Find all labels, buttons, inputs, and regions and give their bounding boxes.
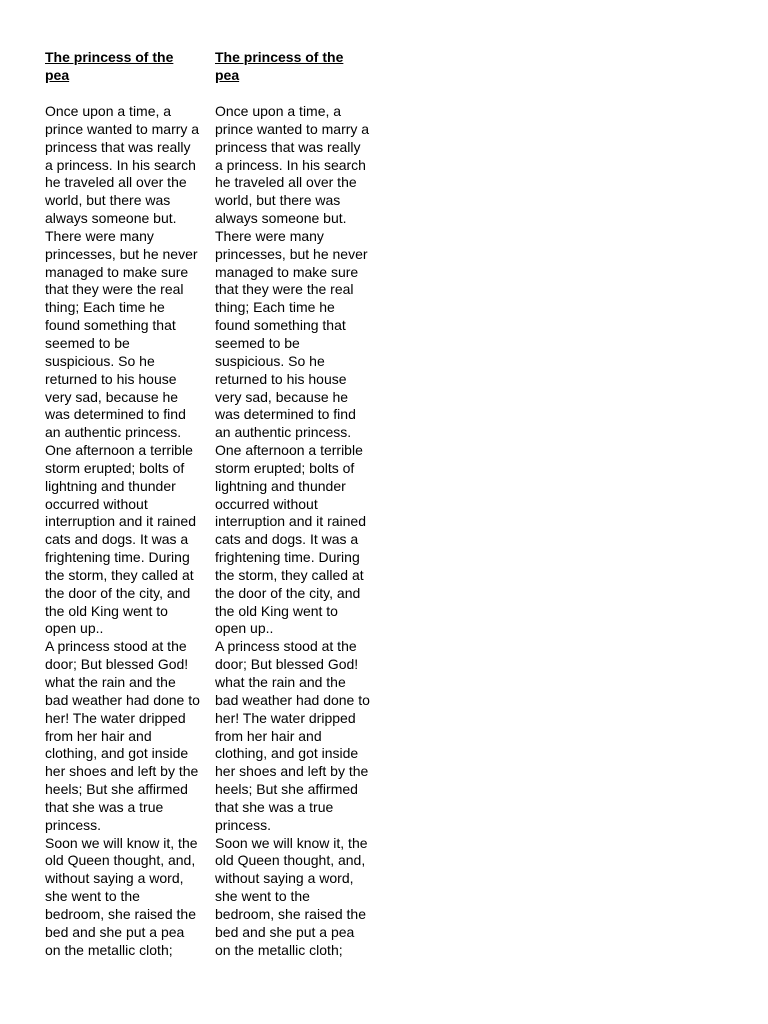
paragraph: Soon we will know it, the old Queen thought, and, without saying a word, she went to the bedroom, she raised the bed and she put a pea on the metallic cloth; (215, 834, 368, 958)
paragraph: A princess stood at the door; But blessed God! what the rain and the bad weather had done to her! The water dripped from her hair and clothing, and got inside her shoes and left by the heels; But she affirmed that she was a true princess. (215, 638, 370, 833)
story-title: The princess of the pea (45, 49, 174, 83)
paragraph: Once upon a time, a prince wanted to marry a princess that was really a princess. In his search he traveled all over the world, but there was always someone but. There were many princesses, but he never managed to make sure that they were the real thing; Each time he found something that seemed to be suspicious. So he returned to his house very sad, because he was determined to find an authentic princess. (215, 103, 370, 441)
paragraph: Once upon a time, a prince wanted to marry a princess that was really a princess. In his search he traveled all over the world, but there was always someone but. There were many princesses, but he never managed to make sure that they were the real thing; Each time he found something that seemed to be suspicious. So he returned to his house very sad, because he was determined to find an authentic princess. (45, 103, 200, 441)
paragraph: One afternoon a terrible storm erupted; bolts of lightning and thunder occurred without interruption and it rained cats and dogs. It was a frightening time. During the storm, they called at the door of the city, and the old King went to open up.. (215, 442, 366, 637)
text-column-right (215, 48, 383, 960)
paragraph: Soon we will know it, the old Queen thought, and, without saying a word, she went to the bedroom, she raised the bed and she put a pea on the metallic cloth; (45, 834, 198, 958)
paragraph: One afternoon a terrible storm erupted; bolts of lightning and thunder occurred without interruption and it rained cats and dogs. It was a frightening time. During the storm, they called at the door of the city, and the old King went to open up.. (45, 442, 196, 637)
story-title: The princess of the pea (215, 49, 344, 83)
text-column-left (45, 48, 213, 960)
paragraph: A princess stood at the door; But blessed God! what the rain and the bad weather had done to her! The water dripped from her hair and clothing, and got inside her shoes and left by the heels; But she affirmed that she was a true princess. (45, 638, 200, 833)
